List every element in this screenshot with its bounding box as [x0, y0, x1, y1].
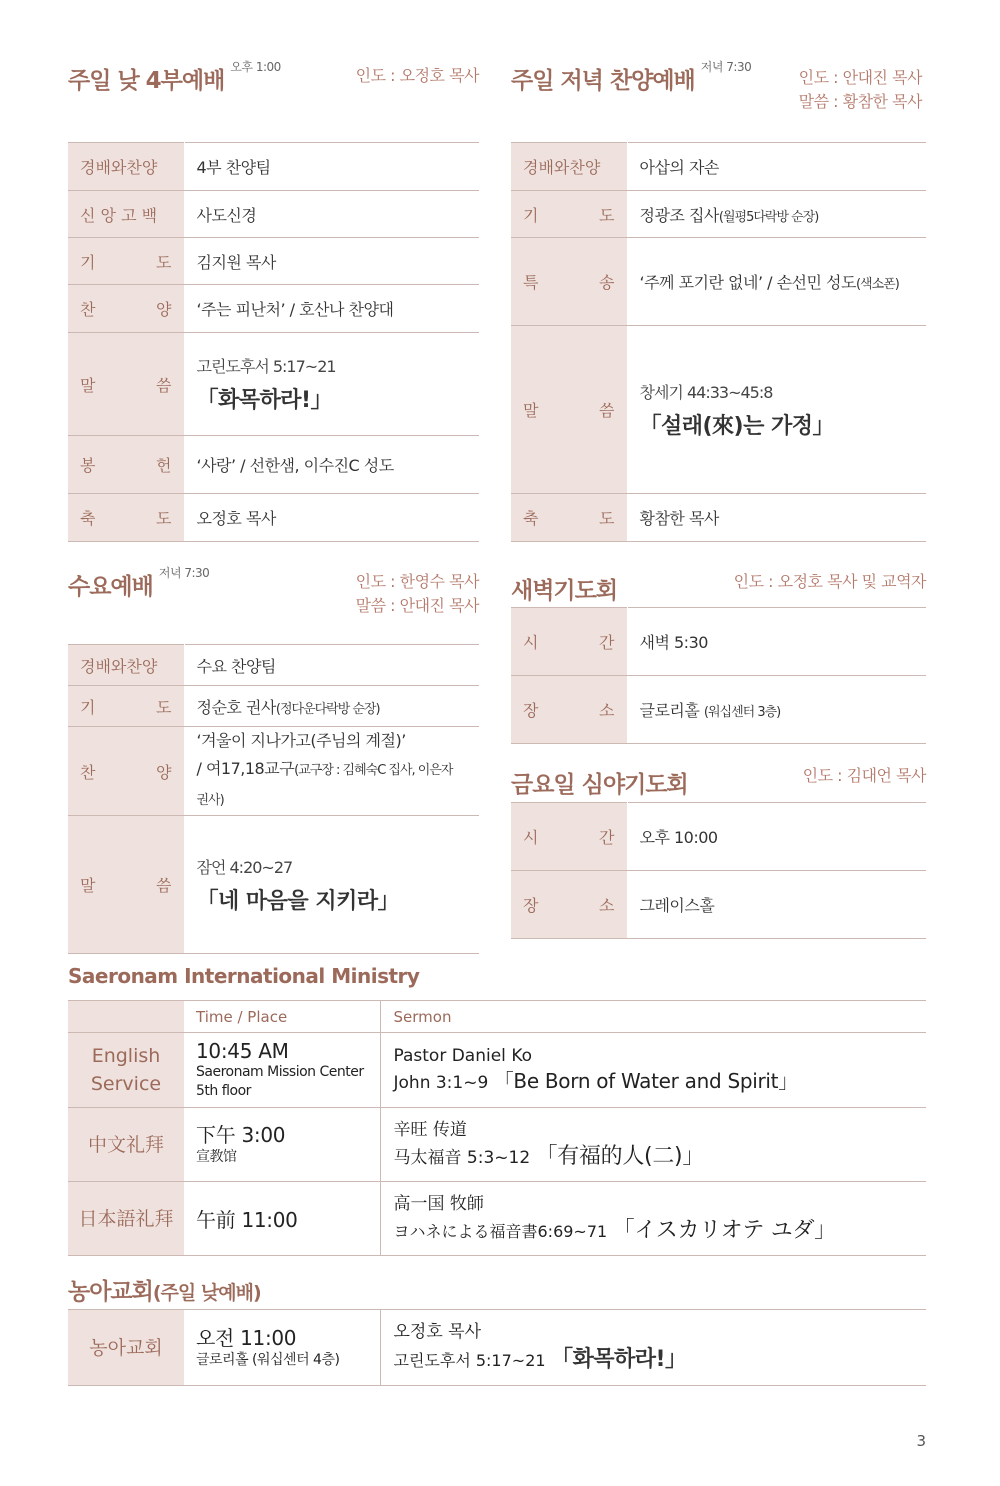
- intl-header-row: [68, 1001, 926, 1033]
- fri-title: 금요일 심야기도회: [511, 772, 688, 798]
- service-time: 午前 11:00: [196, 1208, 298, 1232]
- row-value: ‘사랑’ / 선한샘, 이수진C 성도: [184, 436, 479, 494]
- program-row: [68, 333, 479, 436]
- row-value: 오후 10:00: [627, 803, 926, 871]
- row-label: 도: [156, 252, 172, 272]
- program-row: [68, 143, 479, 191]
- service-label: English: [91, 1045, 161, 1067]
- row-label: 씀: [599, 401, 615, 420]
- chinese-service-row: [68, 1108, 926, 1182]
- english-service-row: [68, 1033, 926, 1108]
- program-row: [511, 608, 926, 676]
- sun4-leader: 인도 : 오정호 목사: [355, 66, 479, 85]
- row-label: 장: [523, 896, 539, 915]
- scripture-ref: 고린도후서 5:17~21: [196, 357, 336, 376]
- sermon-title: 「イスカリオテ ユダ」: [612, 1218, 836, 1243]
- program-row: [68, 494, 479, 542]
- program-row: [511, 871, 926, 939]
- row-label: 찬: [80, 762, 96, 782]
- service-place: 宣教馆: [196, 1149, 237, 1165]
- sermon-title: 「설래(來)는 가정」: [639, 413, 835, 439]
- scripture-ref: 고린도후서 5:17~21: [393, 1351, 546, 1370]
- row-value: 수요 찬양팀: [184, 645, 479, 686]
- program-row: [511, 676, 926, 744]
- program-row: [511, 191, 926, 238]
- row-label: 기: [523, 205, 539, 225]
- service-place: 5th floor: [196, 1083, 251, 1099]
- row-label: 도: [599, 509, 615, 528]
- row-label: 소: [599, 701, 615, 720]
- page-number: 3: [916, 1432, 926, 1450]
- row-label: 헌: [156, 456, 172, 475]
- row-label: 경배와찬양: [511, 143, 627, 191]
- program-row: [511, 238, 926, 326]
- sermon-title: 「화목하라!」: [196, 388, 333, 413]
- row-value: ‘겨울이 지나가고(주님의 계절)’: [196, 731, 406, 750]
- wed-header: [68, 568, 479, 628]
- row-label: 시: [523, 633, 539, 652]
- row-value: 4부 찬양팀: [184, 143, 479, 191]
- program-row: [511, 494, 926, 542]
- intl-title: Saeronam International Ministry: [68, 964, 420, 988]
- service-label: 농아교회: [68, 1310, 184, 1386]
- row-label: 특: [523, 273, 539, 292]
- row-value: 사도신경: [184, 191, 479, 238]
- wed-time: 저녁 7:30: [158, 566, 210, 580]
- fri-header: [511, 766, 926, 800]
- service-time: 10:45 AM: [196, 1039, 289, 1063]
- scripture-ref: ヨハネによる福音書6:69~71: [393, 1222, 608, 1241]
- service-label: Service: [90, 1073, 162, 1095]
- row-label: 찬: [80, 300, 96, 319]
- program-row: [511, 143, 926, 191]
- row-label: 봉: [80, 456, 96, 475]
- scripture-ref: 잠언 4:20~27: [196, 857, 293, 877]
- row-value-line2: / 여17,18교구: [196, 759, 295, 778]
- row-label: 간: [599, 828, 615, 847]
- preacher: Pastor Daniel Ko: [393, 1046, 533, 1066]
- deaf-service-row: [68, 1310, 926, 1386]
- program-row: [68, 191, 479, 238]
- wed-preacher: 말씀 : 안대진 목사: [355, 596, 479, 615]
- intl-table: [68, 1000, 926, 1256]
- scripture-ref: John 3:1~9: [393, 1073, 489, 1093]
- header-time-place: Time / Place: [184, 1001, 380, 1033]
- row-label: 양: [156, 762, 172, 782]
- service-place: Saeronam Mission Center: [196, 1064, 364, 1080]
- sunEve-leader: 인도 : 안대진 목사: [798, 68, 922, 87]
- header-sermon: Sermon: [380, 1001, 926, 1033]
- service-place: 글로리홀 (워십센터 4층): [196, 1352, 340, 1368]
- fri-leader: 인도 : 김대언 목사: [802, 766, 926, 785]
- program-row: [68, 285, 479, 333]
- sun4-header: [68, 62, 479, 102]
- row-label: 씀: [156, 876, 172, 895]
- wed-program-table: [68, 644, 479, 954]
- row-label: 양: [156, 300, 172, 319]
- scripture-ref: 马太福音 5:3~12: [393, 1148, 531, 1168]
- sunEve-title: 주일 저녁 찬양예배: [511, 68, 695, 94]
- row-label: 장: [523, 701, 539, 720]
- row-note: (색소폰): [855, 277, 899, 292]
- wed-leader: 인도 : 한영수 목사: [355, 572, 479, 591]
- sunEve-header: [511, 62, 926, 122]
- sermon-title: 「네 마음을 지키라」: [196, 888, 400, 914]
- program-row: [68, 686, 479, 727]
- row-value: 그레이스홀: [627, 871, 926, 939]
- row-label: 축: [523, 509, 539, 528]
- dawn-leader: 인도 : 오정호 목사 및 교역자: [733, 572, 926, 591]
- row-label: 말: [80, 375, 96, 395]
- fri-program-table: [511, 802, 926, 939]
- row-value: 오정호 목사: [184, 494, 479, 542]
- row-label: 소: [599, 896, 615, 915]
- row-value: 글로리홀: [639, 701, 704, 720]
- row-value: 황참한 목사: [627, 494, 926, 542]
- preacher: 辛旺 传道: [393, 1120, 467, 1140]
- row-label: 간: [599, 633, 615, 652]
- sunEve-preacher: 말씀 : 황참한 목사: [798, 92, 922, 111]
- sunEve-program-table: [511, 142, 926, 542]
- row-value: ‘주께 포기란 없네’ / 손선민 성도: [639, 273, 856, 292]
- row-label: 도: [156, 697, 172, 717]
- deaf-table: [68, 1309, 926, 1386]
- row-value: ‘주는 피난처’ / 호산나 찬양대: [184, 285, 479, 333]
- row-note: (정다운다락방 순장): [275, 701, 380, 717]
- dawn-program-table: [511, 607, 926, 744]
- sermon-title: 「Be Born of Water and Spirit」: [493, 1069, 798, 1093]
- sermon-title: 「有福的人(二)」: [535, 1144, 705, 1169]
- row-label: 도: [156, 509, 172, 528]
- deaf-header: [68, 1273, 261, 1306]
- row-value: 정순호 권사: [196, 697, 276, 717]
- row-note: (월평5다락방 순장): [718, 209, 819, 225]
- wed-title: 수요예배: [68, 574, 153, 600]
- service-label: 中文礼拜: [68, 1108, 184, 1182]
- preacher: 高一国 牧師: [393, 1194, 484, 1214]
- row-label: 기: [80, 252, 96, 272]
- program-row: [68, 436, 479, 494]
- service-time: 오전 11:00: [196, 1326, 297, 1350]
- row-value: 김지원 목사: [184, 238, 479, 285]
- row-label: 축: [80, 509, 96, 528]
- program-row: [68, 727, 479, 816]
- japanese-service-row: [68, 1182, 926, 1256]
- row-label: 기: [80, 697, 96, 717]
- row-label: 말: [80, 876, 96, 895]
- sun4-title: 주일 낮 4부예배: [68, 68, 225, 94]
- row-label: 신 앙 고 백: [68, 191, 184, 238]
- program-row: [68, 238, 479, 285]
- service-time: 下午 3:00: [196, 1123, 286, 1147]
- row-value: 새벽 5:30: [627, 608, 926, 676]
- row-note: (워십센터 3층): [703, 705, 781, 720]
- sunEve-time: 저녁 7:30: [700, 60, 752, 74]
- row-note: (교구장 : 김혜숙C 집사, 이은자 권사): [196, 763, 453, 808]
- row-label: 시: [523, 828, 539, 847]
- deaf-title: 농아교회: [68, 1279, 153, 1305]
- dawn-header: [511, 572, 926, 606]
- row-label: 경배와찬양: [68, 645, 184, 686]
- row-label: 경배와찬양: [68, 143, 184, 191]
- dawn-title: 새벽기도회: [511, 578, 618, 604]
- program-row: [511, 803, 926, 871]
- row-label: 도: [599, 205, 615, 225]
- row-value: 정광조 집사: [639, 205, 719, 225]
- scripture-ref: 창세기 44:33~45:8: [639, 382, 773, 402]
- row-value: 아삽의 자손: [627, 143, 926, 191]
- program-row: [511, 326, 926, 494]
- program-row: [68, 816, 479, 954]
- service-label: 日本語礼拜: [68, 1182, 184, 1256]
- row-label: 말: [523, 401, 539, 420]
- sermon-title: 「화목하라!」: [550, 1347, 687, 1372]
- sun4-program-table: [68, 142, 479, 542]
- deaf-title-sub: (주일 낮예배): [152, 1282, 261, 1304]
- sun4-time: 오후 1:00: [230, 60, 281, 74]
- row-label: 씀: [156, 375, 172, 395]
- row-label: 송: [599, 273, 615, 292]
- preacher: 오정호 목사: [393, 1322, 482, 1342]
- program-row: [68, 645, 479, 686]
